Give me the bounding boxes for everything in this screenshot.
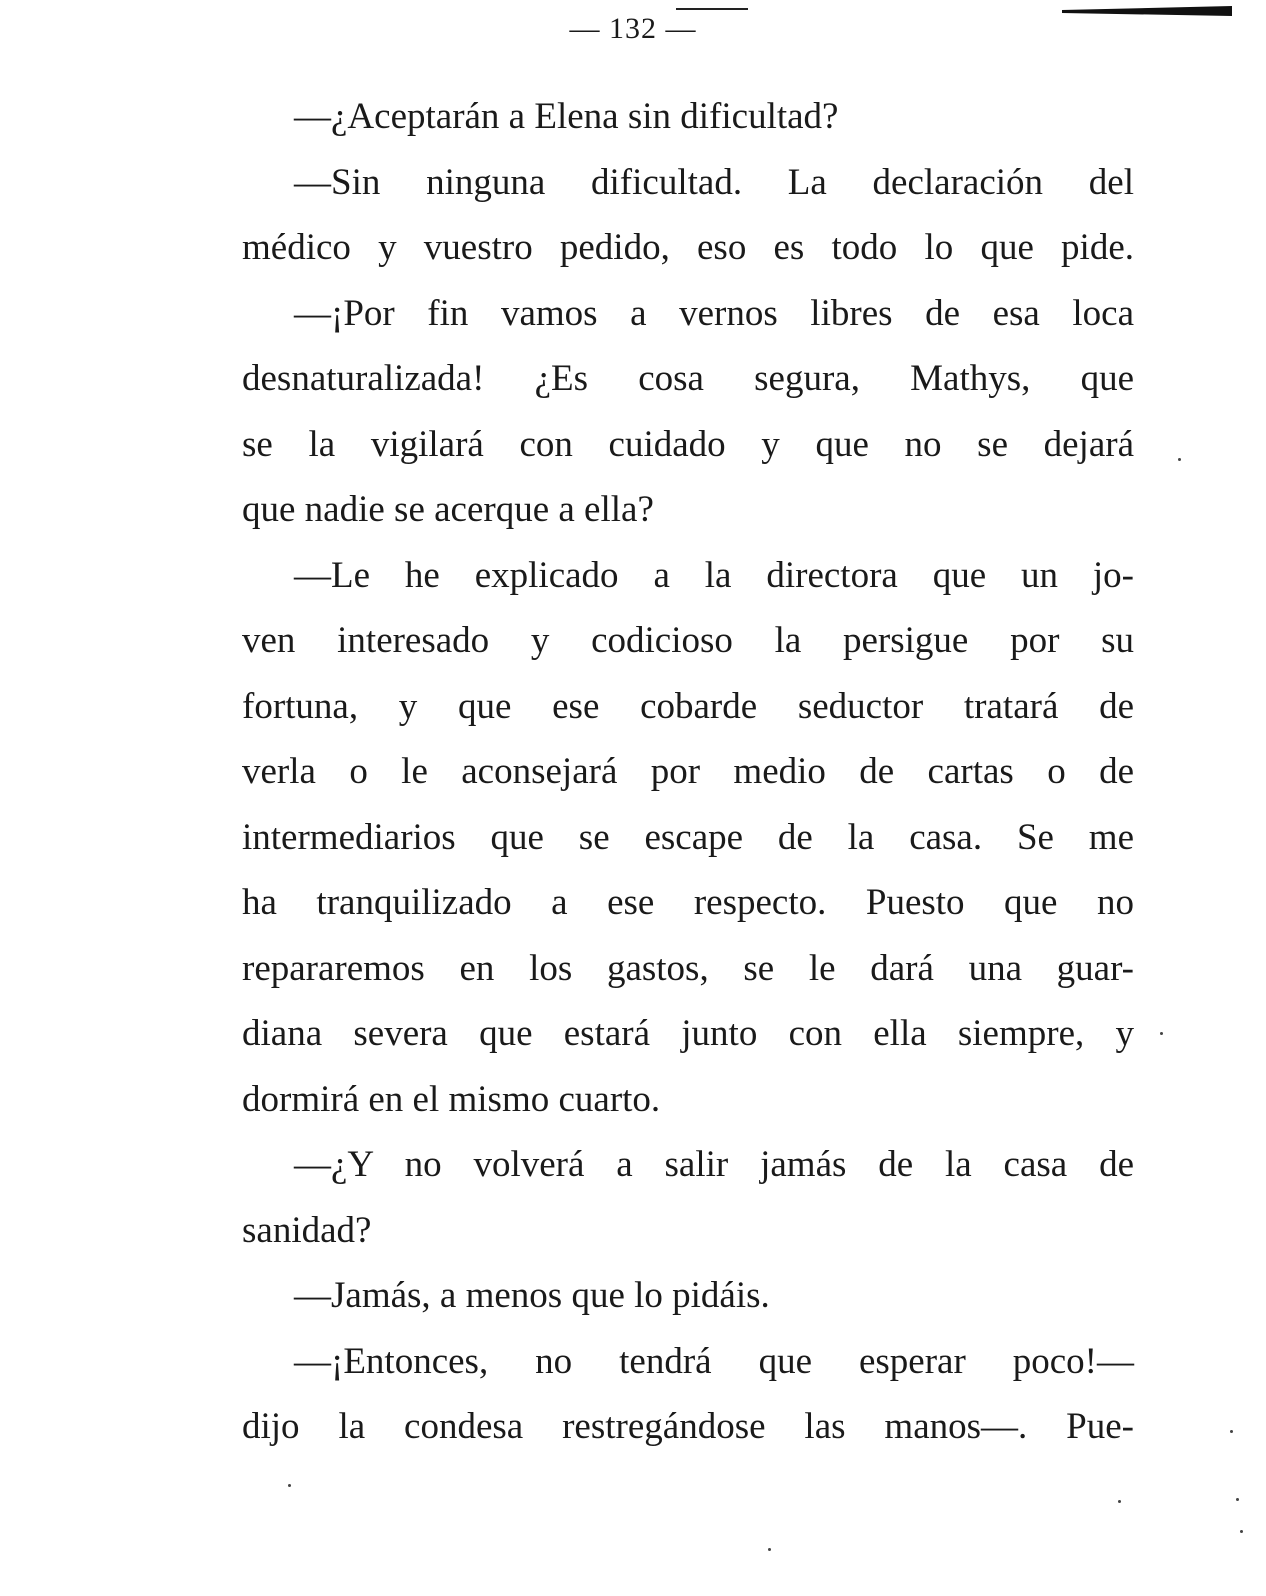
header-rule — [676, 8, 748, 10]
text-line: dormirá en el mismo cuarto. — [242, 1078, 661, 1120]
scan-speck — [1160, 1032, 1163, 1035]
text-line: —¡Por fin vamos a vernos libres de esa loca — [294, 292, 1134, 334]
text-line: que nadie se acerque a ella? — [242, 489, 654, 530]
text-line: —¡Entonces, no tendrá que esperar poco!— — [294, 1340, 1134, 1382]
text-line: dijo la condesa restregándose las manos—. Pue- — [242, 1406, 1134, 1447]
text-line: se la vigilará con cuidado y que no se dejará — [242, 423, 1134, 465]
scan-speck — [1230, 1430, 1233, 1433]
text-line: intermediarios que se escape de la casa. Se me — [242, 816, 1134, 858]
text-line: médico y vuestro pedido, eso es todo lo que pide. — [242, 227, 1134, 268]
scan-speck — [1236, 1498, 1239, 1501]
text-line: repararemos en los gastos, se le dará una guar- — [242, 947, 1134, 989]
text-line: —¿Y no volverá a salir jamás de la casa de — [294, 1144, 1134, 1185]
scan-speck — [768, 1548, 771, 1551]
text-line: —Sin ninguna dificultad. La declaración del — [294, 161, 1134, 203]
text-line: diana severa que estará junto con ella siempre, y — [242, 1013, 1134, 1054]
text-line: sanidad? — [242, 1209, 372, 1251]
text-line: verla o le aconsejará por medio de cartas o de — [242, 751, 1134, 792]
scan-speck — [288, 1484, 291, 1487]
text-line: desnaturalizada! ¿Es cosa segura, Mathys, que — [242, 358, 1134, 399]
text-line: —Le he explicado a la directora que un jo- — [294, 554, 1134, 596]
page-number: — 132 — — [569, 12, 697, 45]
text-line: ven interesado y codicioso la persigue por su — [242, 620, 1134, 661]
scan-speck — [1118, 1500, 1121, 1503]
body-text — [242, 84, 1134, 1460]
text-line: —Jamás, a menos que lo pidáis. — [294, 1275, 770, 1316]
scan-speck — [1240, 1530, 1243, 1533]
scan-speck — [1178, 458, 1181, 461]
text-line: —¿Aceptarán a Elena sin dificultad? — [294, 96, 839, 137]
text-line: ha tranquilizado a ese respecto. Puesto que no — [242, 882, 1134, 923]
text-line: fortuna, y que ese cobarde seductor tratará de — [242, 685, 1134, 727]
